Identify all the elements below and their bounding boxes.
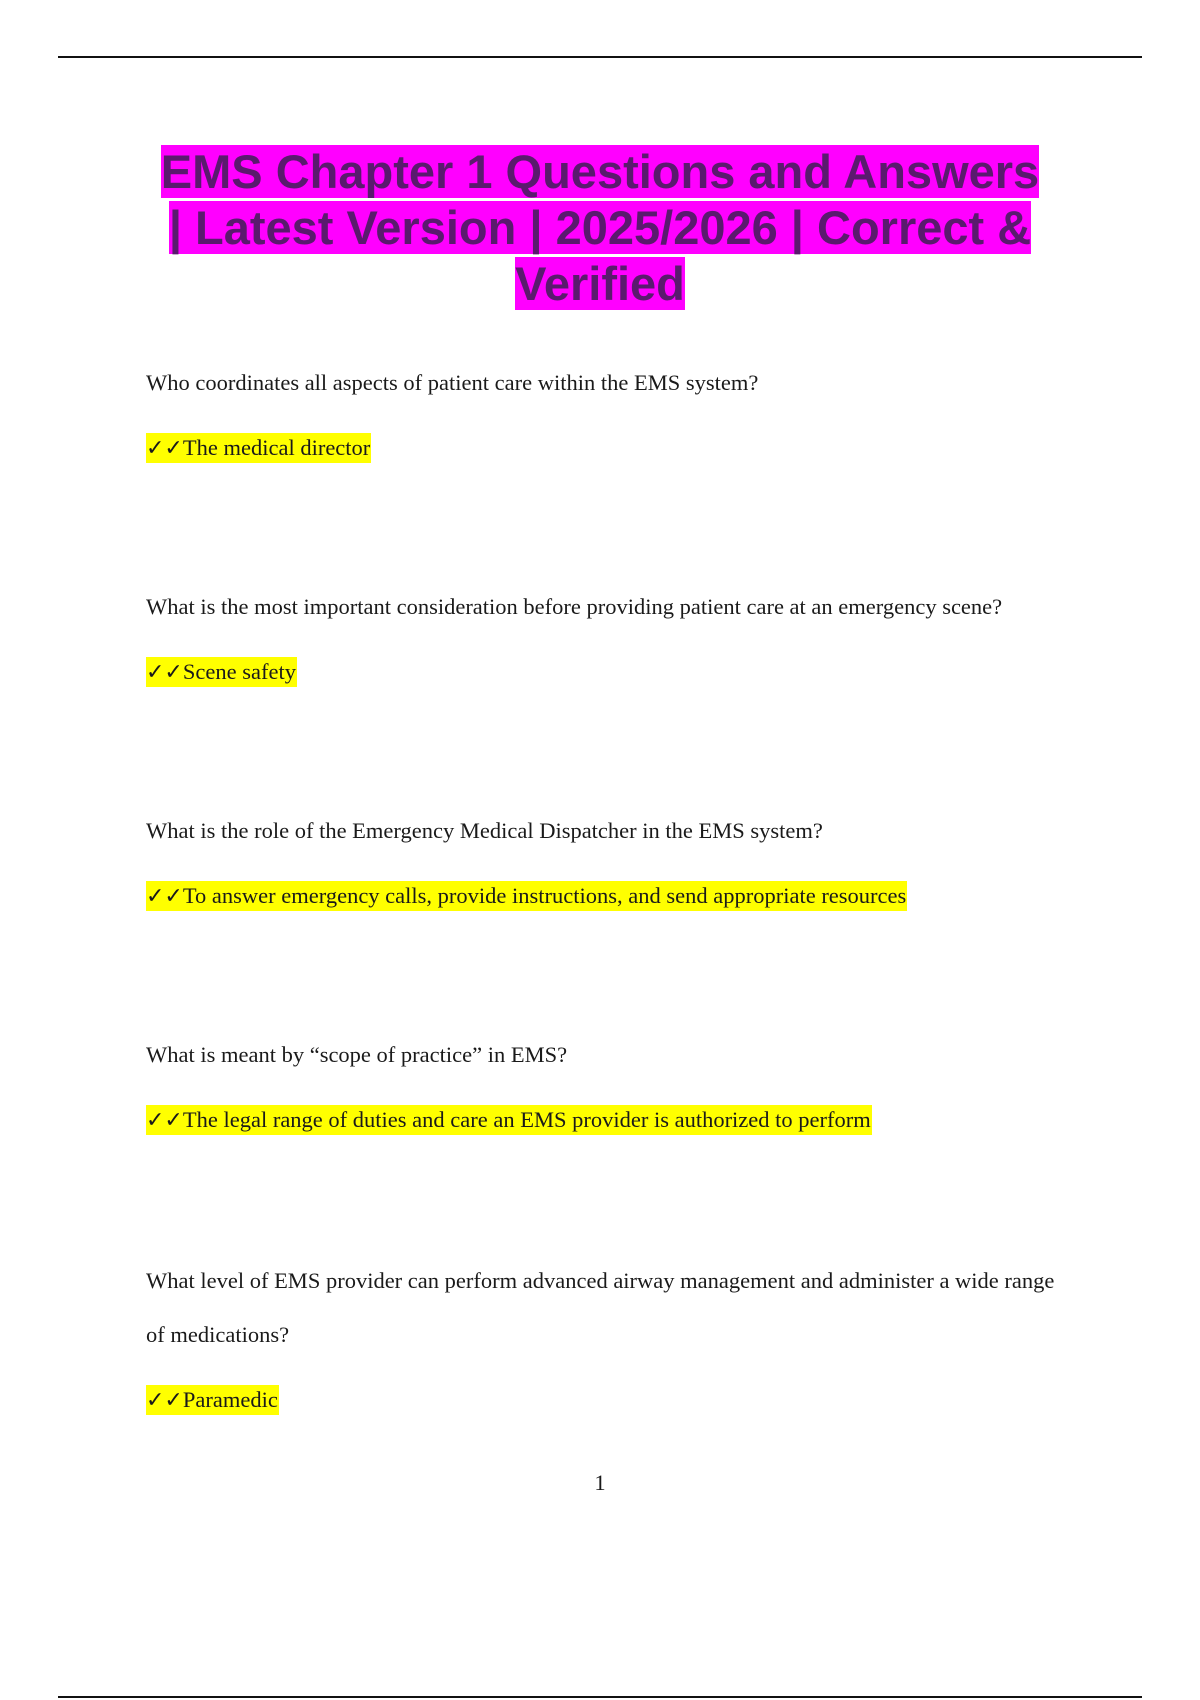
page-number: 1 <box>594 1470 606 1495</box>
answer-highlight <box>146 657 297 687</box>
answer-text: The medical director <box>182 435 371 460</box>
answer-text: To answer emergency calls, provide instructions, and send appropriate resources <box>182 883 907 908</box>
top-rule <box>58 56 1142 58</box>
answer-highlight <box>146 881 907 911</box>
answer <box>146 1384 1076 1417</box>
qa-item-5 <box>146 1254 1076 1417</box>
qa-item-2 <box>146 580 1076 689</box>
checkmark-icon: ✓✓ <box>146 660 183 685</box>
checkmark-icon: ✓✓ <box>146 436 183 461</box>
document-title: EMS Chapter 1 Questions and Answers | Latest Version | 2025/2026 | Correct & Verified <box>160 145 1040 310</box>
bottom-rule <box>58 1696 1142 1698</box>
answer-highlight <box>146 433 371 463</box>
answer-text: The legal range of duties and care an EMS provider is authorized to perform <box>182 1107 871 1132</box>
question-text: What is the most important consideration before providing patient care at an emergency scene? <box>146 594 1003 619</box>
answer-highlight <box>146 1385 279 1415</box>
qa-item-1 <box>146 356 1076 465</box>
checkmark-icon: ✓✓ <box>146 1108 183 1133</box>
question-text: What is the role of the Emergency Medical Dispatcher in the EMS system? <box>146 818 823 843</box>
checkmark-icon: ✓✓ <box>146 1388 183 1413</box>
checkmark-icon: ✓✓ <box>146 884 183 909</box>
answer <box>146 432 1076 465</box>
answer <box>146 1104 1076 1137</box>
question-text: Who coordinates all aspects of patient care within the EMS system? <box>146 370 759 395</box>
answer-text: Paramedic <box>182 1387 278 1412</box>
answer-highlight <box>146 1105 872 1135</box>
question-text: What is meant by “scope of practice” in EMS? <box>146 1042 568 1067</box>
qa-item-3 <box>146 804 1076 913</box>
qa-item-4 <box>146 1028 1076 1137</box>
question-text: What level of EMS provider can perform advanced airway management and administer a wide range of medications? <box>146 1268 1055 1347</box>
answer <box>146 656 1076 689</box>
answer <box>146 880 1076 913</box>
title-block <box>0 144 1200 312</box>
answer-text: Scene safety <box>182 659 296 684</box>
